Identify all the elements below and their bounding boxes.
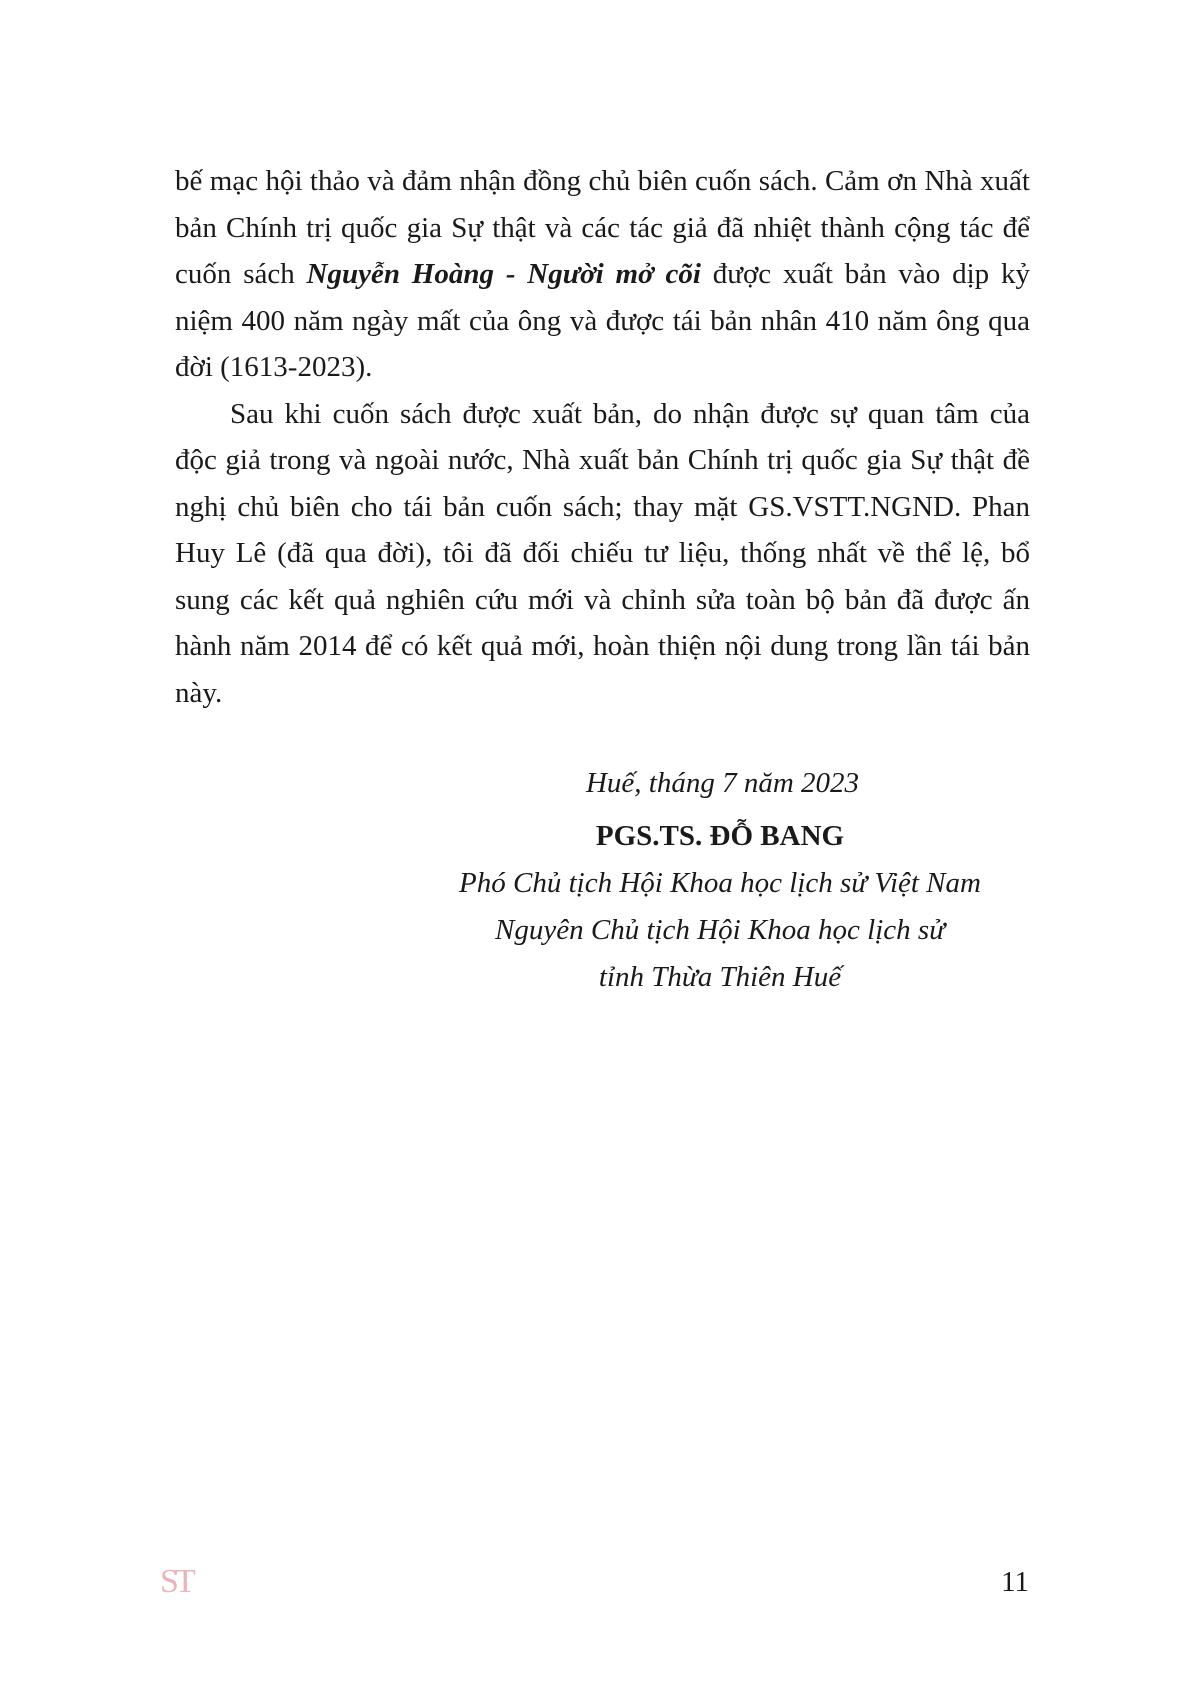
author-role-line-2: Nguyên Chủ tịch Hội Khoa học lịch sử [495, 914, 945, 946]
author-role-line-3: tỉnh Thừa Thiên Huế [598, 961, 842, 993]
paragraph-acknowledgement-before: bế mạc hội thảo và đảm nhận đồng chủ biên cuốn sách. Cảm ơn Nhà xuất bản Chính trị quốc gia Sự thật và các tác giả đã nhiệt thành cộng tác để cuốn sách [175, 165, 1030, 290]
publisher-logo: ST [160, 1563, 192, 1600]
paragraph-acknowledgement-after: được xuất bản vào dịp kỷ niệm 400 năm ngày mất của ông và được tái bản nhân 410 năm ông qua đời (1613-2023). [175, 258, 1030, 383]
signature-block [430, 760, 1010, 1001]
body-text [175, 158, 1030, 716]
page-number: 11 [1001, 1566, 1029, 1598]
author-role-line-1: Phó Chủ tịch Hội Khoa học lịch sử Việt Nam [459, 867, 981, 899]
author-name: PGS.TS. ĐỖ BANG [595, 820, 845, 852]
paragraph-reprint: Sau khi cuốn sách được xuất bản, do nhận được sự quan tâm của độc giả trong và ngoài nước, Nhà xuất bản Chính trị quốc gia Sự thật đề nghị chủ biên cho tái bản cuốn sách; thay mặt GS.VSTT.NGND. Phan Huy Lê (đã qua đời), tôi đã đối chiếu tư liệu, thống nhất về thể lệ, bổ sung các kết quả nghiên cứu mới và chỉnh sửa toàn bộ bản đã được ấn hành năm 2014 để có kết quả mới, hoàn thiện nội dung trong lần tái bản này. [175, 397, 1030, 709]
place-date: Huế, tháng 7 năm 2023 [585, 767, 860, 799]
book-title: Nguyễn Hoàng - Người mở cõi [306, 258, 701, 290]
paragraph-acknowledgement [175, 158, 1030, 391]
